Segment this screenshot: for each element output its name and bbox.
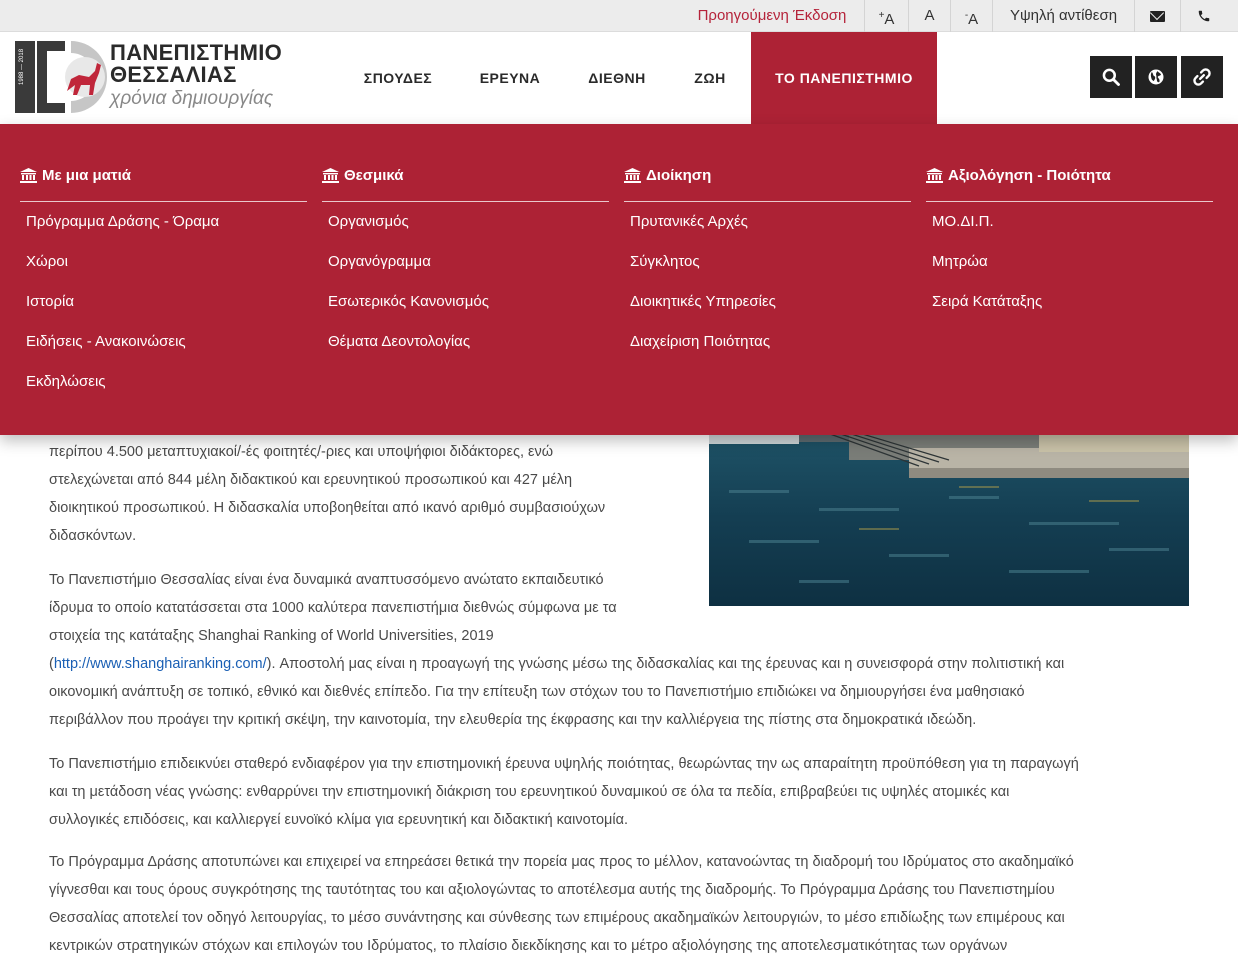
menu-item-history[interactable]: Ιστορία [26, 293, 75, 310]
menu-item-quality-management[interactable]: Διαχείριση Ποιότητας [630, 333, 771, 350]
institution-icon [322, 168, 339, 183]
font-increase-button[interactable]: +A [864, 0, 908, 32]
shanghai-ranking-link[interactable]: http://www.shanghairanking.com/ [53, 656, 267, 672]
mega-heading-label: Διοίκηση [646, 167, 712, 184]
mega-heading-label: Θεσμικά [344, 167, 404, 184]
menu-item-ranking-order[interactable]: Σειρά Κατάταξης [932, 293, 1043, 310]
paragraph-line: στελεχώνεται από 844 μέλη διδακτικού και ερευνητικού προσωπικού και 427 μέλη [49, 472, 573, 488]
menu-item-spaces[interactable]: Χώροι [26, 253, 68, 270]
paragraph-research [49, 750, 1189, 834]
institution-icon [624, 168, 641, 183]
font-reset-button[interactable]: A [908, 0, 950, 32]
menu-item-rectorate[interactable]: Πρυτανικές Αρχές [630, 213, 748, 230]
nav-international[interactable]: ΔΙΕΘΝΗ [588, 70, 646, 86]
institution-icon [926, 168, 943, 183]
paragraph-staff [49, 438, 679, 550]
menu-item-action-plan[interactable]: Πρόγραμμα Δράσης - Όραμα [26, 213, 220, 230]
font-decrease-button[interactable]: -A [950, 0, 992, 32]
institution-icon [20, 168, 37, 183]
menu-item-admin-services[interactable]: Διοικητικές Υπηρεσίες [630, 293, 776, 310]
paragraph-line: διοικητικού προσωπικού. Η διδασκαλία υποβοηθείται από ικανό αριθμό συμβασιούχων [49, 500, 606, 516]
menu-item-news[interactable]: Ειδήσεις - Ανακοινώσεις [26, 333, 186, 350]
paragraph-line: Το Πρόγραμμα Δράσης αποτυπώνει και επιχειρεί να επηρεάσει θετικά την πορεία μας προς το μέλλον, κατανοώντας τη διαδρομή του Ιδρύματος στο ακαδημαϊκό [49, 854, 1074, 870]
mega-heading-overview[interactable] [20, 164, 307, 202]
paren-open: ( [49, 656, 54, 672]
mega-heading-evaluation[interactable] [926, 164, 1213, 202]
logo-title-line1: ΠΑΝΕΠΙΣΤΗΜΙΟ [110, 40, 283, 65]
paragraph-line: και τη μετάδοση νέας γνώσης: ενθαρρύνει την επιστημονική διάκριση του ερευνητικού δυναμικού σε όλα τα πεδία, επιβραβεύει τις υψηλές ατομικές και [49, 784, 1010, 800]
mega-heading-label: Με μια ματιά [42, 167, 131, 184]
paragraph-line: Θεσσαλίας αποτελεί τον οδηγό λειτουργίας, το μέσο συνάντησης και σύνθεσης των επιμέρους ακαδημαϊκών λειτουργιών, το μέσο επιδίωξης των επιμέρους και [49, 910, 1065, 926]
menu-item-registries[interactable]: Μητρώα [932, 253, 988, 270]
high-contrast-button[interactable]: Υψηλή αντίθεση [992, 0, 1134, 32]
menu-item-ethics[interactable]: Θέματα Δεοντολογίας [328, 333, 471, 350]
paragraph-line: περίπου 4.500 μεταπτυχιακοί/-ές φοιτητές/-ριες και υποψήφιοι διδάκτορες, ενώ [49, 444, 554, 460]
menu-item-internal-regulation[interactable]: Εσωτερικός Κανονισμός [328, 293, 489, 310]
logo-years: 1988 — 2018 [19, 48, 25, 85]
paragraph-line: ίδρυμα το οποίο κατατάσσεται στα 1000 καλύτερα πανεπιστήμια διεθνώς σύμφωνα με τα [49, 600, 617, 616]
paragraph-text: ). Αποστολή μας είναι η προαγωγή της γνώσης μέσω της διδασκαλίας και της έρευνας και η συνεισφορά στην πολιτιστική και [266, 656, 1065, 672]
logo-subtitle: χρόνια δημιουργίας [110, 88, 274, 109]
nav-research[interactable]: ΕΡΕΥΝΑ [479, 70, 541, 86]
paragraph-ranking [49, 566, 1189, 734]
paragraph-line: Το Πανεπιστήμιο Θεσσαλίας είναι ένα δυναμικά αναπτυσσόμενο ανώτατο εκπαιδευτικό [49, 572, 604, 588]
paragraph-action-plan [49, 848, 1189, 960]
logo-title-line2: ΘΕΣΣΑΛΙΑΣ [110, 62, 237, 87]
menu-item-events[interactable]: Εκδηλώσεις [26, 373, 106, 390]
paragraph-line: διδασκόντων. [49, 528, 137, 544]
menu-item-org-chart[interactable]: Οργανόγραμμα [328, 253, 431, 270]
previous-version-link[interactable]: Προηγούμενη Έκδοση [697, 7, 847, 24]
paragraph-line: περιβάλλον που προάγει την κριτική σκέψη, την καινοτομία, την ελευθερία της έκφρασης και την καλλιέργεια της πίστης στα δημοκρατικά ιδεώδη. [49, 712, 977, 728]
paragraph-line: στοιχεία της κατάταξης Shanghai Ranking of World Universities, 2019 [49, 628, 494, 644]
nav-studies[interactable]: ΣΠΟΥΔΕΣ [363, 70, 433, 86]
menu-item-organization[interactable]: Οργανισμός [328, 213, 409, 230]
mega-menu-university [0, 124, 1238, 435]
paragraph-line: συλλογικές επιδόσεις, και καλλιεργεί ευνοϊκό κλίμα για ερευνητική και διδακτική καινοτομία. [49, 812, 629, 828]
paragraph-line [49, 650, 1189, 678]
paragraph-line: οικονομική ανάπτυξη σε τοπικό, εθνικό και διεθνές επίπεδο. Για την επίτευξη των στόχων του το Πανεπιστήμιο επιδιώκει να δημιουργήσει ένα μαθησιακό [49, 684, 1025, 700]
paragraph-line: κεντρικών στρατηγικών στόχων και επιλογών του Ιδρύματος, το πλαίσιο διεκδίκησης και το μέτρο αξιολόγησης της αποτελεσματικότητας των οργάνων [49, 938, 1008, 954]
paragraph-line: γίγνεσθαι και τους όρους συγκρότησης της ταυτότητας του και αξιολογώντας το αποτέλεσμα αυτής της διαδρομής. Το Πρόγραμμα Δράσης του Πανεπιστημίου [49, 882, 1055, 898]
mega-heading-administration[interactable] [624, 164, 911, 202]
nav-life[interactable]: ΖΩΗ [694, 70, 726, 86]
menu-item-modip[interactable]: ΜΟ.ΔΙ.Π. [932, 213, 994, 230]
mega-heading-label: Αξιολόγηση - Ποιότητα [948, 167, 1111, 184]
mega-heading-institutional[interactable] [322, 164, 609, 202]
nav-university[interactable]: ΤΟ ΠΑΝΕΠΙΣΤΗΜΙΟ [751, 32, 937, 124]
menu-item-senate[interactable]: Σύγκλητος [630, 253, 700, 270]
paragraph-line: Το Πανεπιστήμιο επιδεικνύει σταθερό ενδιαφέρον για την επιστημονική έρευνα υψηλής ποιότητας, θεωρώντας την ως απαραίτητη προϋπόθεση για τη παραγωγή [49, 756, 1079, 772]
